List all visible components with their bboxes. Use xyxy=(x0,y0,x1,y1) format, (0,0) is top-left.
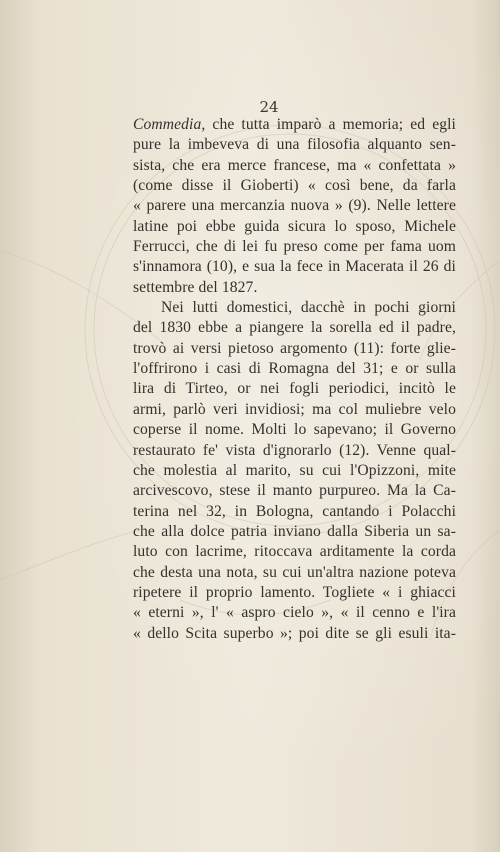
text-line: sista, che era merce francese, ma « confettata » xyxy=(133,156,456,174)
text-line: Ferrucci, che di lei fu preso come per fama uom xyxy=(133,238,456,256)
text-line: ripetere il proprio lamento. Togliete « i ghiacci xyxy=(133,583,456,601)
text-line: che alla dolce patria inviano dalla Siberia un sa- xyxy=(133,522,456,540)
italic-title: Commedia, xyxy=(133,116,206,133)
text-line: (come disse il Gioberti) « così bene, da farla xyxy=(133,177,456,195)
text-line: armi, parlò veri invidiosi; ma col muliebre velo xyxy=(133,400,456,418)
text-line: « dello Scita superbo »; poi dite se gli esuli ita- xyxy=(133,624,456,642)
body-text xyxy=(133,115,456,644)
text-line: del 1830 ebbe a piangere la sorella ed il padre, xyxy=(133,319,456,337)
text-line: che desta una nota, su cui un'altra nazione poteva xyxy=(133,563,456,581)
text-line: « parere una mercanzia nuova » (9). Nelle lettere xyxy=(133,197,456,215)
text-line: pure la imbeveva di una filosofia alquanto sen- xyxy=(133,136,456,154)
text-line: lira di Tirteo, or nei fogli periodici, incitò le xyxy=(133,380,456,398)
text-line: restaurato fe' vista d'ignorarlo (12). Venne qual- xyxy=(133,441,456,459)
text-line: coperse il nome. Molti lo sapevano; il Governo xyxy=(133,421,456,439)
text-line xyxy=(133,115,456,135)
text-line: l'offrirono i casi di Romagna del 31; e or sulla xyxy=(133,360,456,378)
text-line: s'innamora (10), e sua la fece in Macerata il 26 di xyxy=(133,258,456,276)
text-line: trovò ai versi pietoso argomento (11): forte glie- xyxy=(133,339,456,357)
text-line: « eterni », l' « aspro cielo », « il cenno e l'ira xyxy=(133,604,456,622)
text-line: luto con lacrime, ritoccava arditamente la corda xyxy=(133,543,456,561)
text-line: settembre del 1827. xyxy=(133,278,258,296)
text-line-content: che tutta imparò a memoria; ed egli xyxy=(205,116,456,133)
page-number: 24 xyxy=(259,98,279,116)
text-line: terina nel 32, in Bologna, cantando i Polacchi xyxy=(133,502,456,520)
text-line: Nei lutti domestici, dacchè in pochi giorni xyxy=(161,299,456,317)
text-line: che molestia al marito, su cui l'Opizzoni, mite xyxy=(133,461,456,479)
text-line: arcivescovo, stese il manto purpureo. Ma la Ca- xyxy=(133,482,456,500)
text-line: latine poi ebbe guida sicura lo sposo, Michele xyxy=(133,217,456,235)
